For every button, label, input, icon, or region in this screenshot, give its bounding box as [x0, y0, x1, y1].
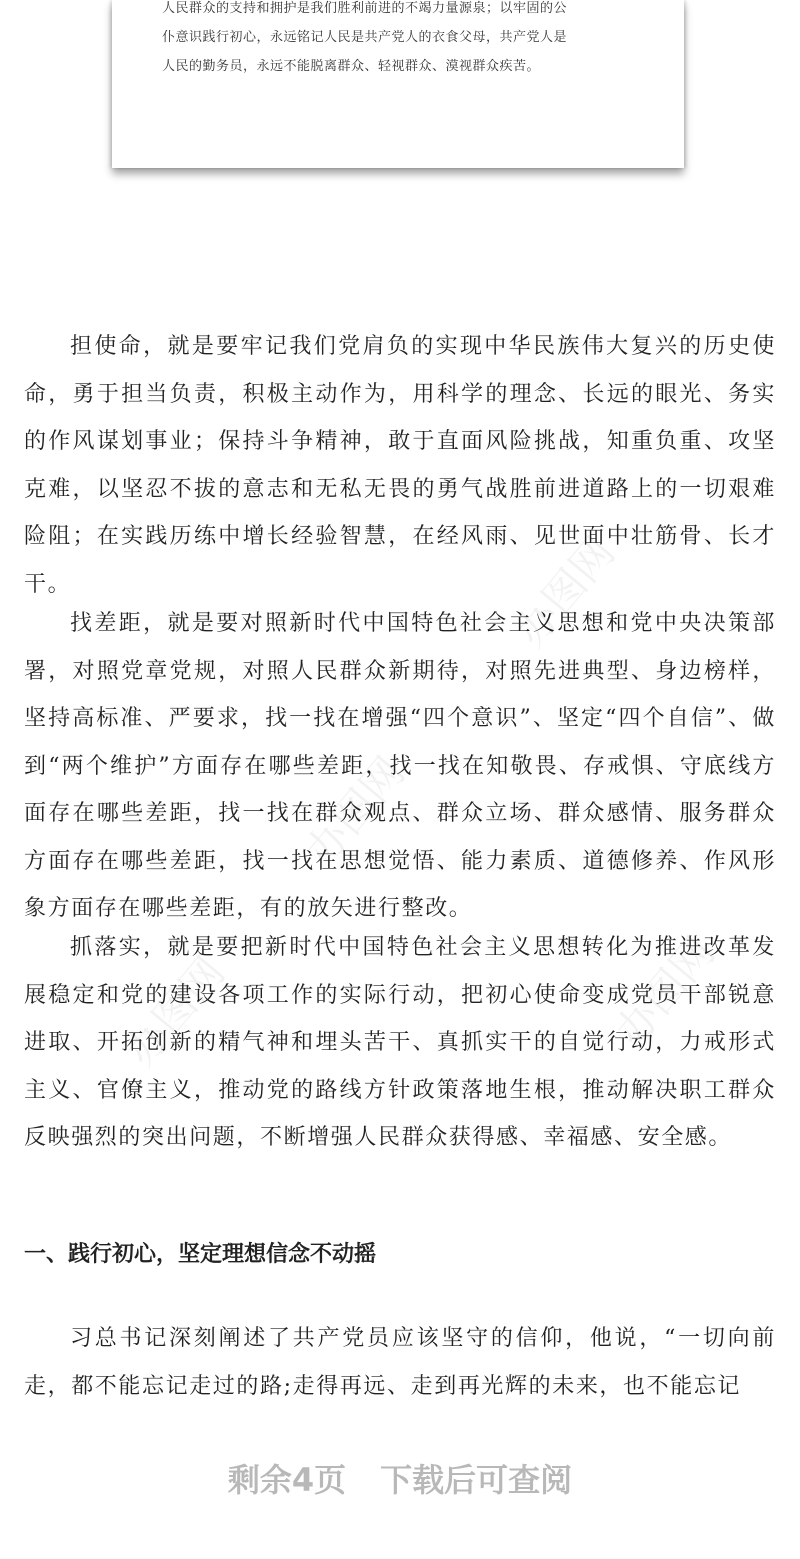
- paragraph-take-mission: 担使命，就是要牢记我们党肩负的实现中华民族伟大复兴的历史使命，勇于担当负责，积极主动作为，用科学的理念、长远的眼光、务实的作风谋划事业；保持斗争精神，敢于直面风险挑战，知重负重、攻坚克难，以坚忍不拔的意志和无私无畏的勇气战胜前进道路上的一切艰难险阻；在实践历练中增长经验智慧，在经风雨、见世面中壮筋骨、长才干。: [24, 334, 776, 597]
- preview-card: [112, 0, 684, 168]
- preview-line: 人民群众的支持和拥护是我们胜利前进的不竭力量源泉；以牢固的公: [162, 1, 568, 16]
- watermark: 办图网: [115, 947, 235, 1076]
- watermark: 办图网: [605, 927, 725, 1056]
- section-heading: 一、践行初心，坚定理想信念不动摇: [24, 1242, 377, 1267]
- paragraph-find-gaps: 找差距，就是要对照新时代中国特色社会主义思想和党中央决策部署，对照党章党规，对照人民群众新期待，对照先进典型、身边榜样，坚持高标准、严要求，找一找在增强“四个意识”、坚定“四个自信”、做到“两个维护”方面存在哪些差距，找一找在知敬畏、存戒惧、守底线方面存在哪些差距，找一找在群众观点、群众立场、群众感情、服务群众方面存在哪些差距，找一找在思想觉悟、能力素质、道德修养、作风形象方面存在哪些差距，有的放矢进行整改。: [24, 611, 776, 921]
- watermark: 办图网: [295, 747, 415, 876]
- paragraph-implement: 抓落实，就是要把新时代中国特色社会主义思想转化为推进改革发展稳定和党的建设各项工作的实际行动，把初心使命变成党员干部锐意进取、开拓创新的精气神和埋头苦干、真抓实干的自觉行动，力戒形式主义、官僚主义，推动党的路线方针政策落地生根，推动解决职工群众反映强烈的突出问题，不断增强人民群众获得感、幸福感、安全感。: [24, 935, 776, 1150]
- preview-line: 人民的勤务员，永远不能脱离群众、轻视群众、漠视群众疾苦。: [162, 59, 541, 74]
- watermark: 办图网: [505, 527, 625, 656]
- remaining-pages-label[interactable]: 剩余4页: [227, 1461, 347, 1499]
- preview-line: 仆意识践行初心，永远铭记人民是共产党人的衣食父母，共产党人是: [162, 30, 568, 45]
- download-to-read-label[interactable]: 下载后可查阅: [380, 1461, 573, 1499]
- preview-text: [162, 0, 652, 81]
- remaining-pages-banner[interactable]: [0, 1452, 800, 1508]
- paragraph-belief: 习总书记深刻阐述了共产党员应该坚守的信仰，他说，“一切向前走，都不能忘记走过的路;走得再远、走到再光辉的未来，也不能忘记: [24, 1326, 776, 1399]
